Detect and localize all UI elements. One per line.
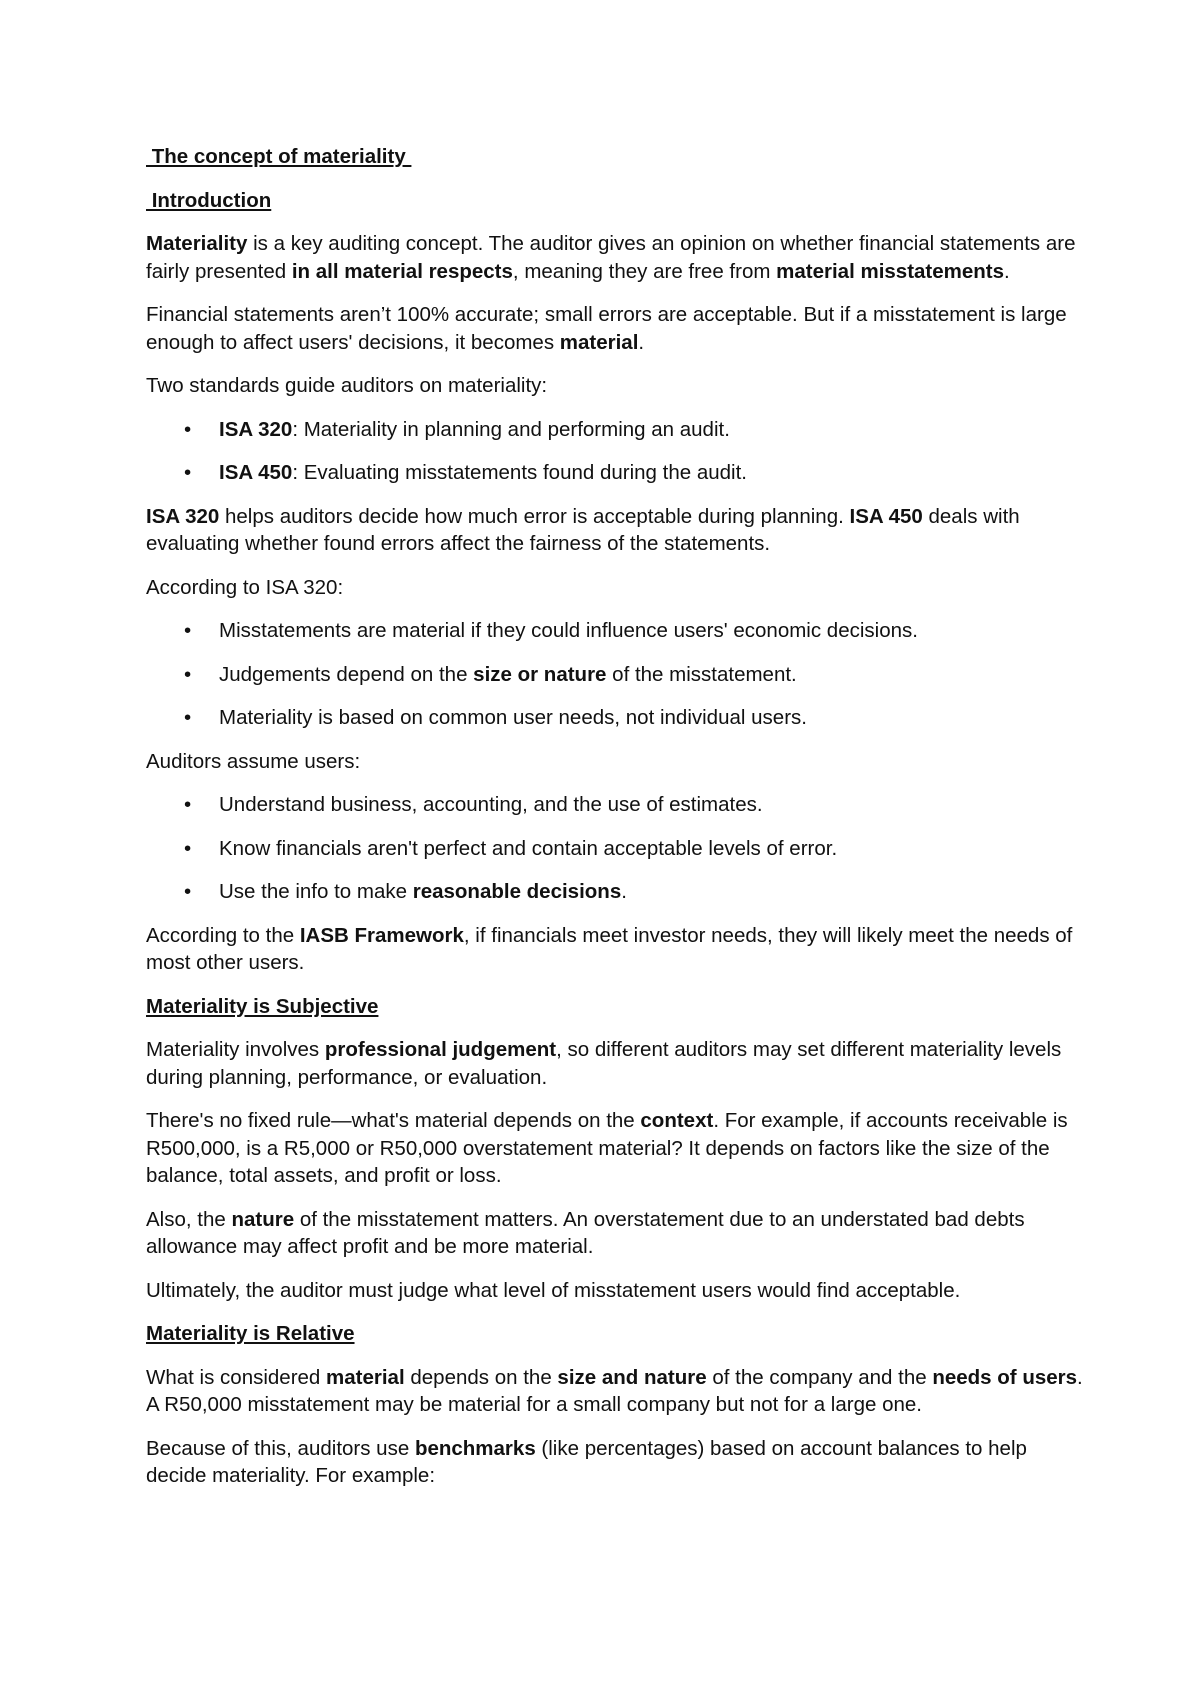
text: , if financials meet investor needs, they will likely meet the needs of most other users. (146, 923, 1073, 974)
section-heading-introduction: Introduction (146, 188, 272, 212)
text: Materiality involves (146, 1038, 325, 1061)
bullet-list-users (146, 791, 1086, 906)
document-page (146, 143, 1086, 1506)
bold-text: ISA 320 (146, 504, 220, 528)
bullet-icon: • (184, 793, 192, 816)
bold-text: material misstatements (776, 259, 1005, 283)
text: Understand business, accounting, and the use of estimates. (219, 793, 763, 816)
list-item (146, 661, 1086, 689)
list-item (146, 459, 1086, 487)
list-item (146, 791, 1086, 819)
bold-text: ISA 450 (219, 461, 293, 484)
bullet-icon: • (184, 461, 192, 484)
section-heading-subjective: Materiality is Subjective (146, 994, 379, 1018)
text: Because of this, auditors use (146, 1436, 415, 1460)
text: Materiality is based on common user needs, not individual users. (219, 706, 807, 729)
text: . A R50,000 misstatement may be material for a small company but not for a large one. (146, 1365, 1083, 1416)
text: Know financials aren't perfect and contain acceptable levels of error. (219, 836, 838, 860)
bullet-icon: • (184, 706, 192, 729)
bold-text: size or nature (473, 662, 607, 686)
text: of the misstatement matters. An overstatement due to an understated bad debts allowance may affect profit and be more material. (146, 1207, 1025, 1258)
bold-text: material (559, 330, 639, 354)
text: deals with evaluating whether found errors affect the fairness of the statements. (146, 504, 1020, 555)
page-title: The concept of materiality (146, 145, 412, 168)
text: Judgements depend on the (219, 662, 474, 686)
bullet-list-standards (146, 416, 1086, 487)
paragraph-ultimately: Ultimately, the auditor must judge what level of misstatement users would find acceptable. (146, 1278, 961, 1302)
bold-text: material (326, 1365, 405, 1389)
list-item (146, 878, 1086, 906)
bullet-icon: • (184, 619, 192, 642)
paragraph-iasb-framework (146, 922, 1086, 977)
paragraph-auditors-assume: Auditors assume users: (146, 749, 361, 773)
list-item (146, 617, 1086, 645)
paragraph-isa-roles (146, 503, 1086, 558)
text: . (638, 330, 645, 354)
text: . (1004, 259, 1010, 283)
bold-text: reasonable decisions (412, 880, 622, 903)
text: helps auditors decide how much error is acceptable during planning. (219, 504, 850, 528)
text: . For example, if accounts receivable is R500,000, is a R5,000 or R50,000 overstatement material? It depends on factors like the size of the balance, total assets, and profit or loss. (146, 1109, 1068, 1187)
paragraph-according-isa320: According to ISA 320: (146, 575, 344, 599)
bullet-icon: • (184, 662, 192, 686)
bold-text: professional judgement (324, 1038, 557, 1061)
bullet-icon: • (184, 836, 192, 860)
bold-text: ISA 320 (219, 417, 293, 441)
bold-text: Materiality (146, 232, 248, 255)
text: : Materiality in planning and performing an audit. (292, 417, 730, 441)
bullet-icon: • (184, 880, 192, 903)
paragraph-benchmarks (146, 1435, 1086, 1490)
text: , meaning they are free from (512, 259, 777, 283)
text: of the company and the (706, 1365, 933, 1389)
text: (like percentages) based on account balances to help decide materiality. For example: (146, 1436, 1027, 1487)
bold-text: needs of users (932, 1365, 1078, 1389)
text: What is considered (146, 1365, 327, 1389)
text: Financial statements aren’t 100% accurate; small errors are acceptable. But if a misstatement is large enough to affect users' decisions, it becomes (146, 303, 1067, 354)
text: depends on the (404, 1365, 558, 1389)
bullet-list-isa320 (146, 617, 1086, 732)
paragraph-two-standards: Two standards guide auditors on materiality: (146, 374, 548, 397)
bold-text: benchmarks (414, 1436, 536, 1460)
text: , so different auditors may set different materiality levels during planning, performance, or evaluation. (146, 1038, 1062, 1089)
bold-text: nature (231, 1207, 295, 1231)
paragraph-nature (146, 1206, 1086, 1261)
list-item (146, 704, 1086, 732)
paragraph-accuracy (146, 301, 1086, 356)
bullet-icon: • (184, 417, 192, 441)
text: According to the (146, 923, 300, 947)
bold-text: context (640, 1109, 714, 1132)
paragraph-materiality-definition (146, 230, 1086, 285)
text: There's no fixed rule—what's material depends on the (146, 1109, 641, 1132)
paragraph-context (146, 1107, 1086, 1190)
paragraph-relative (146, 1364, 1086, 1419)
section-heading-relative: Materiality is Relative (146, 1322, 355, 1345)
text: of the misstatement. (606, 662, 797, 686)
text: : Evaluating misstatements found during the audit. (292, 461, 747, 484)
paragraph-professional-judgement (146, 1036, 1086, 1091)
text: Misstatements are material if they could influence users' economic decisions. (219, 619, 918, 642)
bold-text: IASB Framework (299, 923, 464, 947)
bold-text: in all material respects (291, 259, 513, 283)
text: Use the info to make (219, 880, 413, 903)
list-item (146, 416, 1086, 444)
bold-text: ISA 450 (849, 504, 923, 528)
list-item (146, 835, 1086, 863)
text: is a key auditing concept. The auditor gives an opinion on whether financial statements are fairly presented (146, 232, 1076, 283)
bold-text: size and nature (557, 1365, 707, 1389)
text: Also, the (146, 1207, 232, 1231)
text: . (621, 880, 627, 903)
